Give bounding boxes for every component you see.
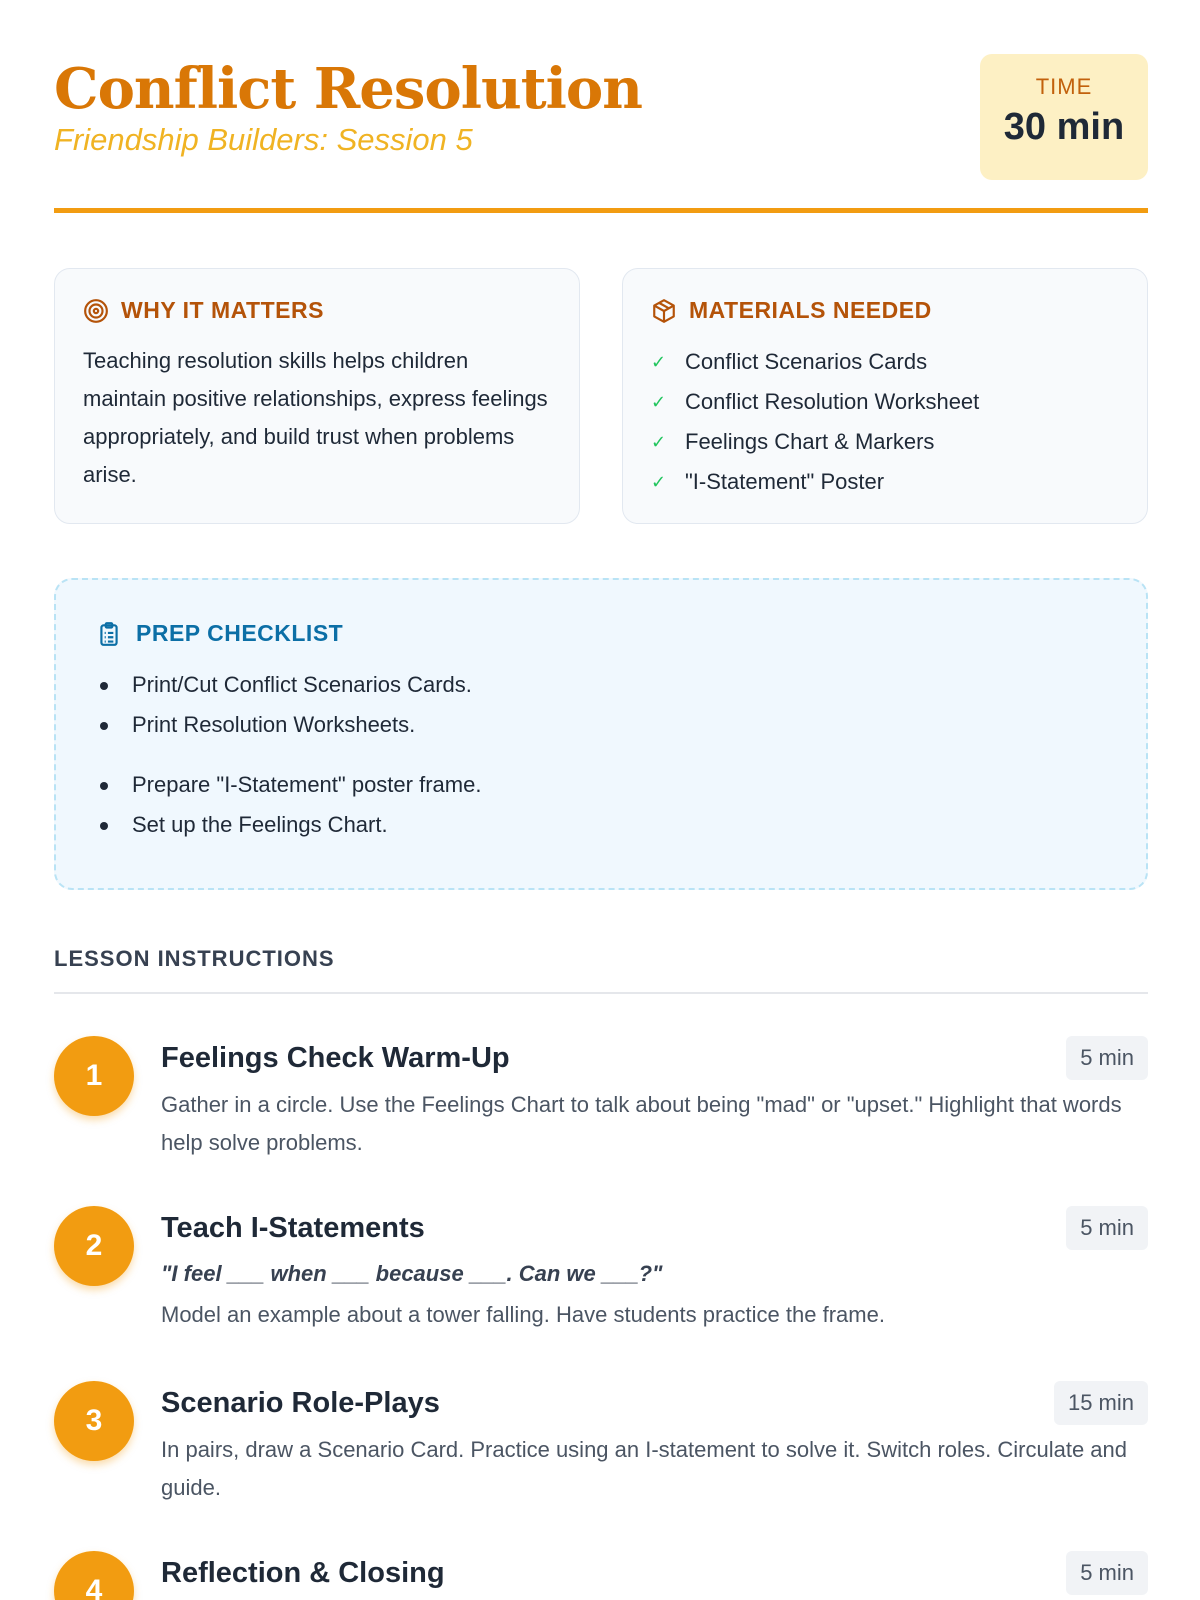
materials-heading bbox=[651, 297, 1119, 324]
step-title: Scenario Role-Plays bbox=[161, 1387, 440, 1419]
step-number-badge: 4 bbox=[54, 1551, 134, 1600]
materials-heading-label: MATERIALS NEEDED bbox=[689, 297, 932, 323]
step-duration-badge: 5 min bbox=[1066, 1036, 1148, 1080]
lesson-header bbox=[54, 54, 1148, 214]
step-duration-badge: 15 min bbox=[1054, 1381, 1148, 1425]
target-icon bbox=[83, 298, 109, 324]
list-item: ✓ Conflict Resolution Worksheet bbox=[651, 382, 1119, 422]
time-value: 30 min bbox=[1003, 106, 1125, 148]
step-number-badge: 1 bbox=[54, 1036, 134, 1116]
page-title: Conflict Resolution bbox=[54, 56, 642, 122]
list-item: Set up the Feelings Chart. bbox=[96, 805, 1106, 845]
step-description: In pairs, draw a Scenario Card. Practice using an I-statement to solve it. Switch roles. Circulate and guide. bbox=[161, 1437, 1127, 1500]
step-quote: "I feel ___ when ___ because ___. Can we ___?" bbox=[161, 1261, 663, 1286]
clipboard-icon bbox=[96, 621, 122, 647]
prep-checklist-card bbox=[54, 578, 1148, 890]
page-subtitle: Friendship Builders: Session 5 bbox=[54, 122, 473, 157]
prep-heading-label: PREP CHECKLIST bbox=[136, 620, 344, 646]
step-title: Feelings Check Warm-Up bbox=[161, 1042, 510, 1074]
check-icon: ✓ bbox=[651, 352, 667, 372]
section-divider bbox=[54, 992, 1148, 994]
time-badge bbox=[980, 54, 1148, 180]
why-it-matters-card bbox=[54, 268, 580, 524]
lesson-instructions-heading: LESSON INSTRUCTIONS bbox=[54, 946, 335, 971]
why-heading bbox=[83, 297, 551, 324]
step-body bbox=[161, 1381, 1148, 1507]
list-item: Print/Cut Conflict Scenarios Cards. bbox=[96, 665, 1106, 705]
step-body bbox=[161, 1206, 1148, 1334]
step-description: Model an example about a tower falling. Have students practice the frame. bbox=[161, 1302, 885, 1327]
step-number-badge: 3 bbox=[54, 1381, 134, 1461]
materials-card bbox=[622, 268, 1148, 524]
why-text: Teaching resolution skills helps children maintain positive relationships, express feelings appropriately, and build trust when problems arise. bbox=[83, 348, 548, 487]
step-duration-badge: 5 min bbox=[1066, 1551, 1148, 1595]
header-divider bbox=[54, 208, 1148, 213]
check-icon: ✓ bbox=[651, 432, 667, 452]
list-item: Print Resolution Worksheets. bbox=[96, 705, 1106, 745]
step-body bbox=[161, 1551, 1148, 1595]
prep-list bbox=[96, 665, 1106, 845]
list-item: Prepare "I-Statement" poster frame. bbox=[96, 765, 1106, 805]
step-body bbox=[161, 1036, 1148, 1162]
step-number-badge: 2 bbox=[54, 1206, 134, 1286]
list-item: ✓ "I-Statement" Poster bbox=[651, 462, 1119, 502]
step-title: Reflection & Closing bbox=[161, 1557, 445, 1589]
list-item: ✓ Conflict Scenarios Cards bbox=[651, 342, 1119, 382]
time-label: TIME bbox=[1035, 74, 1093, 99]
why-heading-label: WHY IT MATTERS bbox=[121, 297, 324, 323]
check-icon: ✓ bbox=[651, 472, 667, 492]
step-description: Gather in a circle. Use the Feelings Chart to talk about being "mad" or "upset." Highlight that words help solve problems. bbox=[161, 1092, 1122, 1155]
list-item: ✓ Feelings Chart & Markers bbox=[651, 422, 1119, 462]
materials-list bbox=[651, 342, 1119, 502]
prep-heading bbox=[96, 620, 1106, 647]
box-icon bbox=[651, 298, 677, 324]
step-duration-badge: 5 min bbox=[1066, 1206, 1148, 1250]
step-title: Teach I-Statements bbox=[161, 1212, 425, 1244]
check-icon: ✓ bbox=[651, 392, 667, 412]
